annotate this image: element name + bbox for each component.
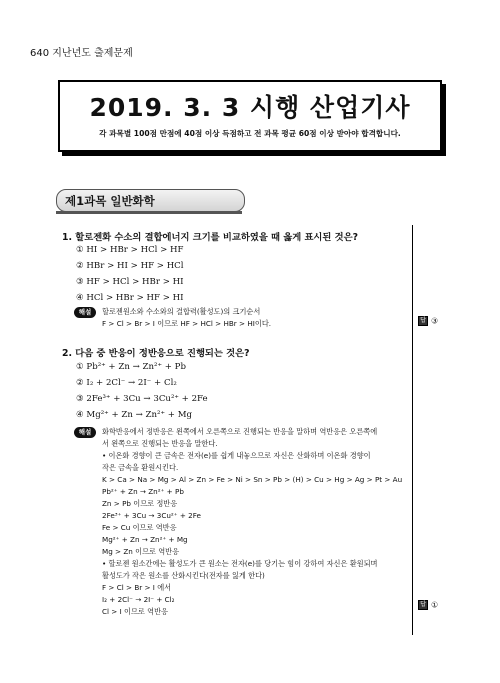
q1-option-4: ④ HCl > HBr > HF > HI [76,293,184,303]
q2-explanation-line-1: 화학반응에서 정반응은 왼쪽에서 오른쪽으로 진행되는 반응을 말하며 역반응은 오른쪽에 [102,427,378,436]
q2-explanation-line-15: I₂ + 2Cl⁻ → 2I⁻ + Cl₂ [102,595,175,604]
q2-explanation-line-6: Pb²⁺ + Zn → Zn²⁺ + Pb [102,487,184,496]
exam-subtitle: 각 과목별 100점 만점에 40점 이상 득점하고 전 과목 평균 60점 이상 받아야 합격합니다. [99,129,401,138]
section-rule [56,211,242,214]
question-1: 1. 할로젠화 수소의 결합에너지 크기를 비교하였을 때 옳게 표시된 것은? [62,232,358,243]
q2-explanation-line-10: Mg²⁺ + Zn → Zn²⁺ + Mg [102,535,188,544]
q2-explanation-line-11: Mg > Zn 이므로 역반응 [102,547,180,556]
q2-option-3: ③ 2Fe³⁺ + 3Cu → 3Cu²⁺ + 2Fe [76,394,208,404]
q2-explanation-line-3: • 이온화 경향이 큰 금속은 전자(e)를 쉽게 내놓으므로 자신은 산화하며 이온화 경향이 [102,451,371,460]
q1-explanation-line-2: F > Cl > Br > I 이므로 HF > HCl > HBr > HI이다. [102,319,272,328]
q1-option-1: ① HI > HBr > HCl > HF [76,245,184,255]
q2-explanation-badge: 해설 [74,427,96,438]
q2-option-4: ④ Mg²⁺ + Zn → Zn²⁺ + Mg [76,410,193,420]
q2-explanation-line-2: 서 왼쪽으로 진행되는 반응을 말한다. [102,439,218,448]
q2-explanation-line-9: Fe > Cu 이므로 역반응 [102,523,177,532]
answer-icon: 답 [418,600,428,610]
question-2: 2. 다음 중 반응이 정반응으로 진행되는 것은? [62,348,250,359]
q2-explanation-line-5: K > Ca > Na > Mg > Al > Zn > Fe > Ni > Sn > Pb > (H) > Cu > Hg > Ag > Pt > Au [102,475,403,484]
q2-explanation-line-14: F > Cl > Br > I 에서 [102,583,172,592]
q2-answer [418,600,438,610]
q2-option-1: ① Pb²⁺ + Zn → Zn²⁺ + Pb [76,362,186,372]
q2-explanation-line-12: • 할로젠 원소간에는 활성도가 큰 원소는 전자(e)를 당기는 힘이 강하여 자신은 환원되며 [102,559,378,568]
q2-explanation-line-16: Cl > I 이므로 역반응 [102,607,168,616]
section-title: 제1과목 일반화학 [65,194,155,208]
q2-explanation-line-8: 2Fe³⁺ + 3Cu → 3Cu²⁺ + 2Fe [102,511,201,520]
q2-explanation-line-4: 작은 금속을 환원시킨다. [102,463,179,472]
answer-icon: 답 [418,316,428,326]
q1-explanation-badge: 해설 [74,307,96,318]
q1-explanation-line-1: 할로젠원소와 수소와의 결합력(활성도)의 크기순서 [102,307,261,316]
section-tab [56,189,245,212]
q1-option-3: ③ HF > HCl > HBr > HI [76,277,184,287]
exam-title: 2019. 3. 3 시행 산업기사 [89,93,411,122]
answer-column-divider [412,225,413,635]
q2-answer-value: ① [431,600,439,610]
q1-option-2: ② HBr > HI > HF > HCl [76,261,184,271]
q2-option-2: ② I₂ + 2Cl⁻ → 2I⁻ + Cl₂ [76,378,177,388]
q2-explanation-line-13: 활성도가 작은 원소를 산화시킨다(전자를 잃게 한다) [102,571,265,580]
q2-explanation-line-7: Zn > Pb 이므로 정반응 [102,499,178,508]
exam-title-box [58,80,442,152]
q1-answer [418,316,438,326]
q1-answer-value: ③ [431,316,439,326]
page-header: 640 지난년도 출제문제 [30,48,133,59]
